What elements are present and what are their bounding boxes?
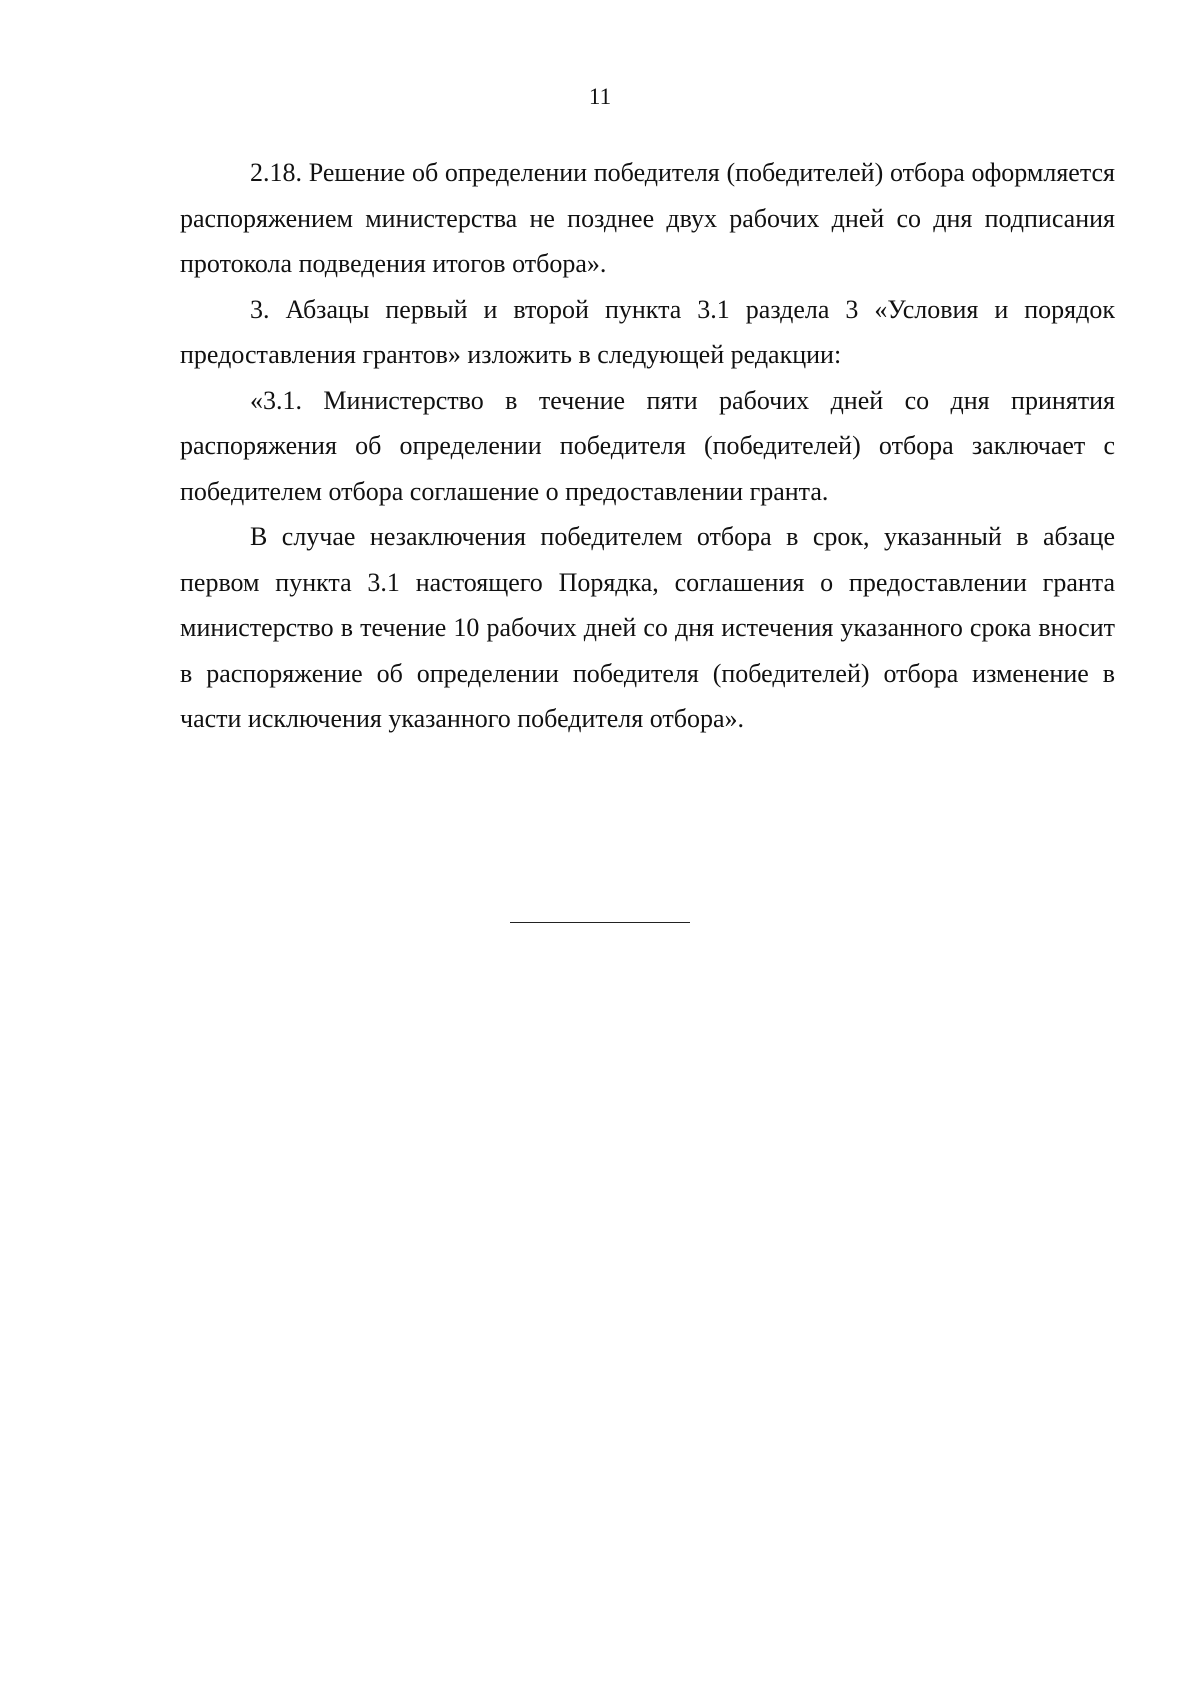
page-number: 11 xyxy=(588,84,612,109)
paragraph-3-1-first: «3.1. Министерство в течение пяти рабочих дней со дня принятия распоряжения об определении победителя (победителей) отбора заключает с победителем отбора соглашение о предоставлении гранта. xyxy=(180,385,1115,506)
document-body xyxy=(180,150,1115,742)
paragraph-2-18: 2.18. Решение об определении победителя (победителей) отбора оформляется распоряжением министерства не позднее двух рабочих дней со дня подписания протокола подведения итогов отбора». xyxy=(180,158,1115,278)
end-separator-line xyxy=(510,922,690,923)
paragraph-3-1-second: В случае незаключения победителем отбора в срок, указанный в абзаце первом пункта 3.1 настоящего Порядка, соглашения о предоставлении гранта министерство в течение 10 рабочих дней со дня истечения указанного срока вносит в распоряжение об определении победителя (победителей) отбора изменение в части исключения указанного победителя отбора». xyxy=(180,522,1115,733)
paragraph-amendment-3: 3. Абзацы первый и второй пункта 3.1 раздела 3 «Условия и порядок предоставления грантов» изложить в следующей редакции: xyxy=(180,294,1115,369)
